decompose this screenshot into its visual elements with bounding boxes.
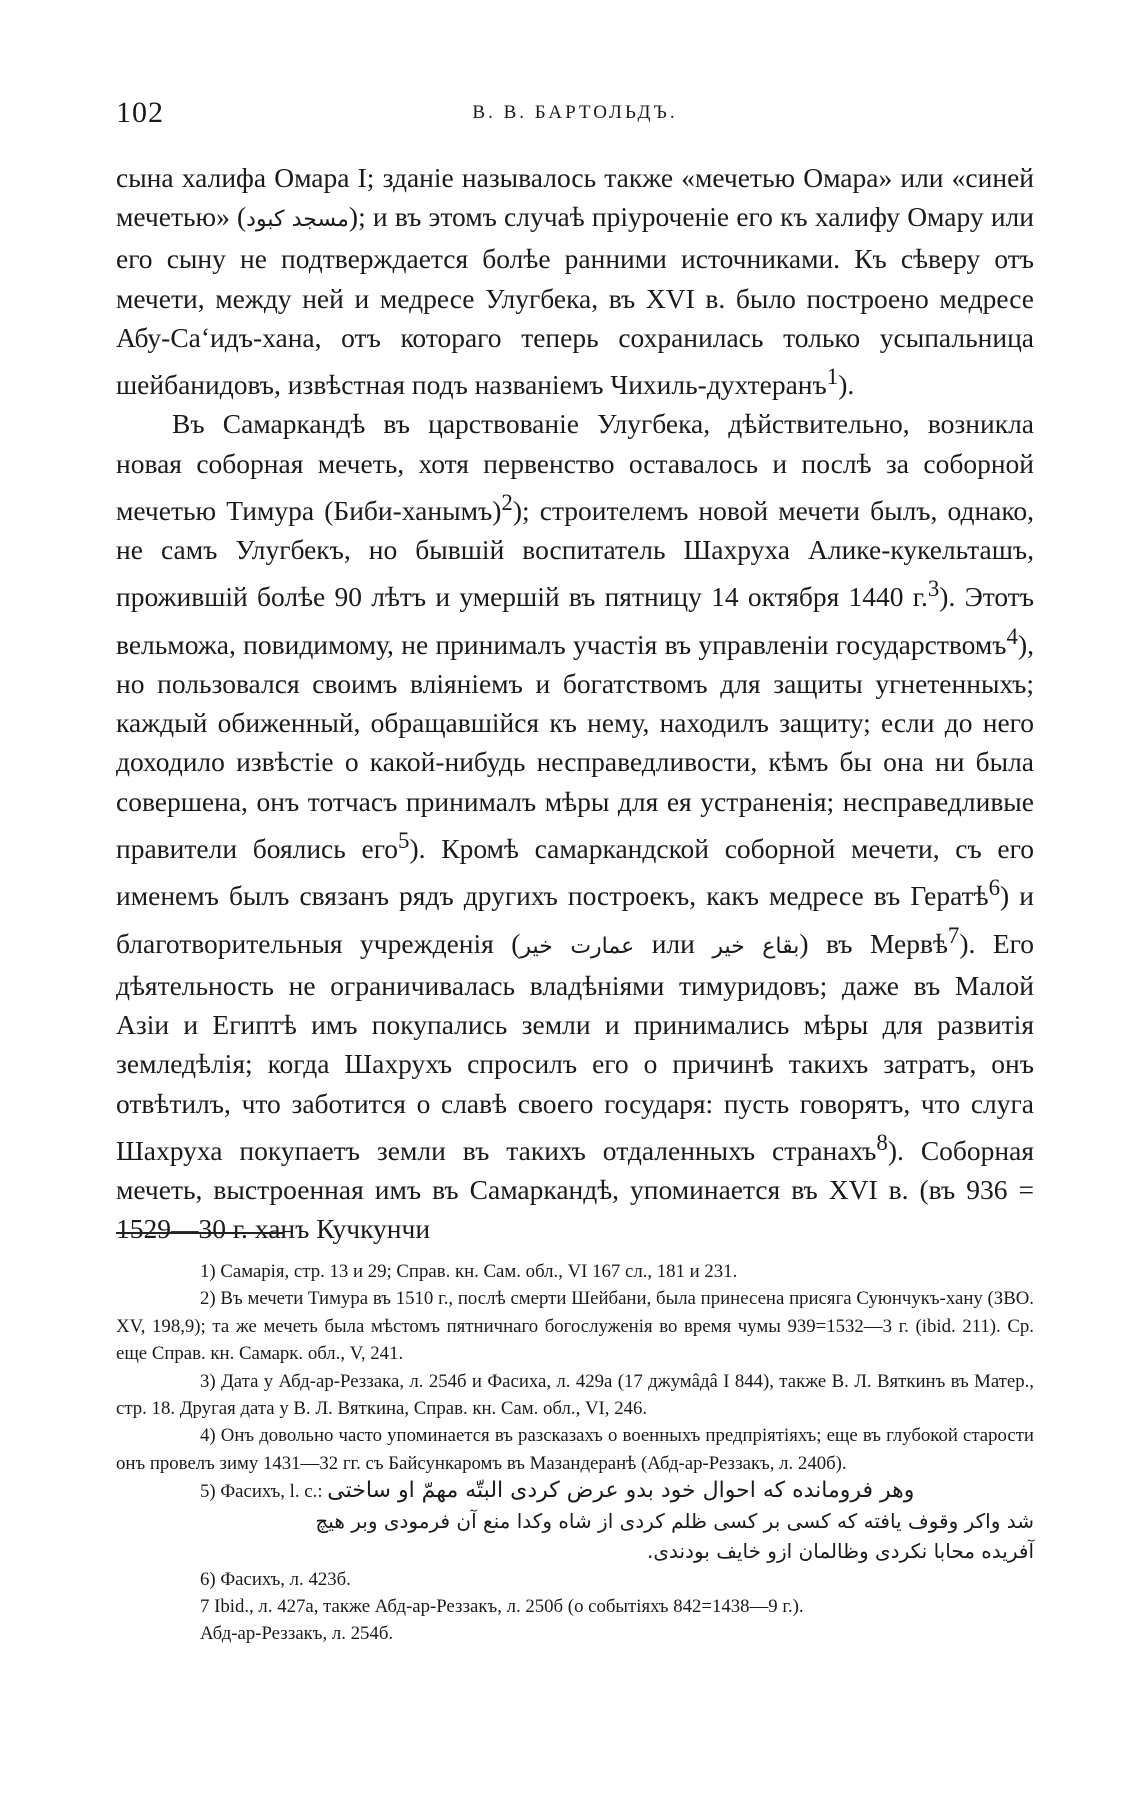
- footnote-2: 2) Въ мечети Тимура въ 1510 г., послѣ смерти Шейбани, была принесена присяга Суюнчукъ-хану (ЗВО. XV, 198,9); та же мечеть была мѣстомъ пятничнаго богослуженія во время чумы 939=1532—3 г. (ibid. 211). Ср. еще Справ. кн. Самарк. обл., V, 241.: [116, 1288, 1034, 1365]
- paragraph-2: [116, 404, 1034, 1248]
- footnote-7: 7 Ibid., л. 427а, также Абд-ар-Реззакъ, л. 250б (о событіяхъ 842=1438—9 г.).: [200, 1596, 804, 1618]
- text-run: ). Его дѣятельность не ограничивалась владѣніями тимуридовъ; даже въ Малой Азіи и Египтѣ имъ покупались земли и принимались мѣры для развитія земледѣлія; когда Шахрухъ спросилъ его о причинѣ такихъ затратъ, онъ отвѣтилъ, что заботится о славѣ своего государя: пусть говорятъ, что слуга Шахруха покупаетъ земли въ такихъ отдаленныхъ странахъ: [116, 927, 1035, 1166]
- text-run: ); и въ этомъ случаѣ пріуроченіе его къ халифу Омару или его сыну не подтверждается болѣе ранними источниками. Къ сѣверу отъ мечети, между ней и медресе Улугбека, въ XVI в. было построено медресе Абу-Са‘идъ-хана, отъ котораго теперь сохранилась только усыпальница шейбанидовъ, извѣстная подъ названіемъ Чихиль-духтеранъ: [116, 201, 1034, 401]
- footnote-5-arabic-3: آفريده محابا نكردى وظالمان ازو خايف بودندى.: [646, 1538, 1034, 1563]
- text-run: Въ Самаркандѣ въ царствованіе Улугбека, дѣйствительно, возникла новая соборная мечеть, хотя первенство оставалось и послѣ за соборной мечетью Тимура (Биби-ханымъ): [116, 408, 1034, 526]
- main-text: [116, 158, 1034, 1249]
- arabic-phrase: عمارت خير: [520, 933, 635, 959]
- footnote-7-continued: Абд-ар-Реззакъ, л. 254б.: [200, 1623, 394, 1645]
- footnote-ref-8: 8: [876, 1129, 888, 1155]
- arabic-phrase: بقاع خير: [712, 933, 800, 959]
- footnote-ref-4: 4: [1006, 623, 1018, 649]
- text-run: сына халифа Омара I; зданіе называлось также «мечетью Омара» или «синей мечетью» (: [116, 162, 1034, 233]
- footnote-ref-2: 2: [501, 489, 513, 515]
- running-head: В. В. БАРТОЛЬДЪ.: [472, 102, 678, 123]
- text-run: ) въ Мервѣ: [799, 927, 948, 959]
- footnote-ref-5: 5: [398, 827, 410, 853]
- footnote-5: [116, 1477, 1034, 1505]
- page-header: [116, 96, 1034, 136]
- footnote-1: 1) Самарія, стр. 13 и 29; Справ. кн. Сам. обл., VI 167 сл., 181 и 231.: [200, 1261, 738, 1282]
- text-run: ). Этотъ вельможа, повидимому, не принималъ участія въ управленіи государствомъ: [116, 581, 1035, 660]
- page-number: 102: [116, 96, 164, 129]
- text-run: ). Кромѣ самаркандской соборной мечети, съ его именемъ былъ связанъ рядъ другихъ построекъ, какъ медресе въ Гератѣ: [116, 833, 1034, 912]
- footnote-rule: [116, 1232, 284, 1234]
- footnote-ref-7: 7: [947, 922, 960, 948]
- arabic-phrase: مسجد كبود: [246, 207, 349, 233]
- text-run: ) и благотворительныя учрежденія (: [116, 880, 1035, 959]
- footnote-5-arabic-2: شد واكر وقوف يافته كه كسى بر كسى ظلم كردى از شاه وكدا منع آن فرمودى وبر هيچ: [315, 1508, 1034, 1533]
- footnote-ref-1: 1: [826, 364, 839, 390]
- footnote-6: 6) Фасихъ, л. 423б.: [200, 1568, 351, 1590]
- footnote-3: 3) Дата у Абд-ар-Реззака, л. 254б и Фасиха, л. 429а (17 джумâдâ I 844), также В. Л. Вяткинъ въ Матер., стр. 18. Другая дата у В. Л. Вяткина, Справ. кн. Сам. обл., VI, 246.: [116, 1370, 1034, 1420]
- text-run: ). Соборная мечеть, выстроенная имъ въ Самаркандѣ, упоминается въ XVI в. (въ 936 = 1529—30 г. ханъ Кучкунчи: [116, 1134, 1034, 1245]
- text-run: или: [634, 927, 713, 959]
- footnote-ref-6: 6: [988, 875, 1001, 901]
- footnote-4: 4) Онъ довольно часто упоминается въ разсказахъ о военныхъ предпріятіяхъ; еще въ глубокой старости онъ провелъ зиму 1431—32 гг. съ Байсункаромъ въ Мазандеранѣ (Абд-ар-Реззакъ, л. 240б).: [116, 1425, 1034, 1474]
- text-run: ), но пользовался своимъ вліяніемъ и богатствомъ для защиты угнетенныхъ; каждый обиженный, обращавшійся къ нему, находилъ защиту; если до него доходило извѣстіе о какой-нибудь несправедливости, кѣмъ бы она ни была совершена, онъ тотчасъ принималъ мѣры для ея устраненія; несправедливые правители боялись его: [116, 628, 1034, 865]
- footnotes: [116, 1258, 1034, 1648]
- text-run: ).: [838, 369, 855, 401]
- paragraph-1: [116, 158, 1034, 404]
- text-run: ); строителемъ новой мечети былъ, однако, не самъ Улугбекъ, но бывшій воспитатель Шахруха Алике-кукельташъ, прожившій болѣе 90 лѣтъ и умершій въ пятницу 14 октября 1440 г.: [116, 494, 1034, 613]
- footnote-5-arabic-1: وهر فرومانده كه احوال خود بدو عرض كردى البتّه مهمّ او ساختى: [327, 1478, 915, 1504]
- footnote-ref-3: 3: [927, 576, 940, 602]
- footnote-5-label: 5) Фасихъ, l. c.:: [200, 1481, 323, 1503]
